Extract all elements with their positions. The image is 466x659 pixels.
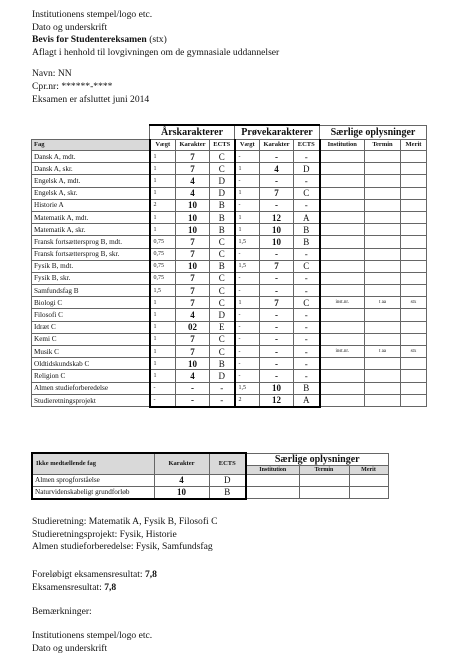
table-row	[32, 346, 427, 358]
institution-cell	[320, 187, 365, 199]
grade-cell: -	[176, 382, 210, 394]
term-cell	[365, 394, 401, 407]
grade-cell: 7	[176, 163, 210, 175]
institution-cell	[320, 321, 365, 333]
grade-cell: 10	[154, 486, 209, 499]
exam-weight-cell: -	[235, 309, 260, 321]
exam-ects-cell: C	[294, 260, 320, 272]
weight-cell: 1	[150, 151, 176, 163]
grade-cell: 7	[176, 272, 210, 284]
table-row	[32, 163, 427, 175]
exam-ects-cell: -	[294, 358, 320, 370]
term-cell	[365, 358, 401, 370]
merit-cell	[401, 199, 427, 211]
preliminary-result	[32, 569, 157, 582]
col-ects: ECTS	[294, 140, 320, 151]
table-row	[32, 297, 427, 309]
exam-weight-cell: -	[235, 285, 260, 297]
subject-cell: Musik C	[32, 346, 150, 358]
grade-cell: -	[176, 394, 210, 407]
exam-ects-cell: -	[294, 285, 320, 297]
table-row	[32, 211, 427, 223]
institution-cell	[320, 163, 365, 175]
exam-ects-cell: A	[294, 211, 320, 223]
term-cell	[365, 211, 401, 223]
term-cell	[365, 260, 401, 272]
exam-ects-cell: B	[294, 236, 320, 248]
exam-ects-cell: B	[294, 224, 320, 236]
institution-cell: inst.nr.	[320, 297, 365, 309]
ects-cell: B	[210, 358, 235, 370]
ects-cell: B	[210, 260, 235, 272]
exam-weight-cell: -	[235, 358, 260, 370]
subject-cell: Filosofi C	[32, 309, 150, 321]
group-saerlige-oplysninger: Særlige oplysninger	[246, 453, 388, 465]
exam-ects-cell: -	[294, 321, 320, 333]
exam-grade-cell: 7	[260, 297, 294, 309]
exam-ects-cell: -	[294, 151, 320, 163]
weight-cell: 1	[150, 370, 176, 382]
exam-ects-cell: -	[294, 199, 320, 211]
merit-cell: stx	[401, 297, 427, 309]
exam-weight-cell: 1,5	[235, 382, 260, 394]
institution-cell	[320, 224, 365, 236]
merit-cell	[401, 163, 427, 175]
subject-cell: Oldtidskundskab C	[32, 358, 150, 370]
institution-cell	[320, 260, 365, 272]
subject-cell: Samfundsfag B	[32, 285, 150, 297]
studieretningsprojekt: Studieretningsprojekt: Fysik, Historie	[32, 528, 177, 540]
exam-weight-cell: -	[235, 321, 260, 333]
merit-cell	[401, 224, 427, 236]
ects-cell: C	[210, 248, 235, 260]
merit-cell	[401, 248, 427, 260]
grade-cell: 10	[176, 199, 210, 211]
title-suffix: (stx)	[149, 34, 167, 46]
subject-cell: Idræt C	[32, 321, 150, 333]
grade-cell: 10	[176, 358, 210, 370]
institution-cell	[320, 248, 365, 260]
merit-cell	[349, 486, 388, 499]
ects-cell: B	[210, 224, 235, 236]
col-termin: Termin	[365, 140, 401, 151]
weight-cell: -	[150, 382, 176, 394]
institution-cell	[246, 474, 299, 486]
exam-ects-cell: D	[294, 163, 320, 175]
col-vaegt: Vægt	[235, 140, 260, 151]
term-cell	[365, 382, 401, 394]
institution-cell	[320, 394, 365, 407]
exam-weight-cell: -	[235, 333, 260, 345]
exam-grade-cell: -	[260, 248, 294, 260]
subject-cell: Almen sprogforståelse	[32, 474, 154, 486]
exam-grade-cell: 4	[260, 163, 294, 175]
ects-cell: C	[210, 272, 235, 284]
exam-ects-cell: -	[294, 272, 320, 284]
merit-cell	[401, 151, 427, 163]
exam-weight-cell: 1	[235, 297, 260, 309]
weight-cell: 1	[150, 163, 176, 175]
institution-cell	[320, 175, 365, 187]
table-row	[32, 175, 427, 187]
grade-cell: 7	[176, 248, 210, 260]
merit-cell	[401, 285, 427, 297]
term-cell: t aa	[365, 297, 401, 309]
merit-cell	[401, 272, 427, 284]
final-result-label: Eksamensresultat:	[32, 581, 102, 593]
exam-weight-cell: -	[235, 370, 260, 382]
ects-cell: D	[210, 175, 235, 187]
institution-cell	[320, 382, 365, 394]
exam-weight-cell: -	[235, 199, 260, 211]
table-row	[32, 248, 427, 260]
subject-cell: Almen studieforberedelse	[32, 382, 150, 394]
term-cell	[299, 474, 349, 486]
merit-cell	[401, 333, 427, 345]
institution-cell	[320, 358, 365, 370]
ects-cell: B	[210, 211, 235, 223]
merit-cell	[401, 236, 427, 248]
exam-grade-cell: 10	[260, 236, 294, 248]
preliminary-result-value: 7,8	[144, 569, 157, 580]
exam-grade-cell: 7	[260, 187, 294, 199]
grade-cell: 7	[176, 333, 210, 345]
table-row	[32, 309, 427, 321]
subject-cell: Matematik A, skr.	[32, 224, 150, 236]
ects-cell: B	[210, 199, 235, 211]
ects-cell: C	[210, 163, 235, 175]
grade-cell: 10	[176, 260, 210, 272]
weight-cell: 0,75	[150, 272, 176, 284]
exam-weight-cell: -	[235, 248, 260, 260]
preliminary-result-label: Foreløbigt eksamensresultat:	[32, 569, 143, 580]
institution-cell	[320, 309, 365, 321]
exam-grade-cell: -	[260, 272, 294, 284]
term-cell	[365, 285, 401, 297]
term-cell	[365, 163, 401, 175]
merit-cell	[401, 260, 427, 272]
ects-cell: E	[210, 321, 235, 333]
merit-cell	[401, 187, 427, 199]
ects-cell: B	[209, 486, 246, 499]
exam-grade-cell: -	[260, 358, 294, 370]
col-merit: Merit	[401, 140, 427, 151]
term-cell	[365, 151, 401, 163]
exam-ects-cell: -	[294, 248, 320, 260]
term-cell	[365, 370, 401, 382]
ects-cell: -	[210, 394, 235, 407]
final-result-value: 7,8	[104, 581, 117, 593]
exam-weight-cell: -	[235, 151, 260, 163]
grade-cell: 7	[176, 346, 210, 358]
exam-weight-cell: 1	[235, 187, 260, 199]
table-row	[32, 321, 427, 333]
institution-cell	[320, 370, 365, 382]
grade-cell: 10	[176, 211, 210, 223]
table-row	[32, 272, 427, 284]
grade-cell: 02	[176, 321, 210, 333]
merit-cell	[401, 358, 427, 370]
results	[32, 569, 157, 594]
exam-grade-cell: 10	[260, 224, 294, 236]
signature-line: Dato og underskrift	[32, 642, 108, 654]
table-row	[32, 358, 427, 370]
exam-weight-cell: 1	[235, 224, 260, 236]
col-karakter: Karakter	[176, 140, 210, 151]
col-termin: Termin	[299, 465, 349, 474]
weight-cell: 1	[150, 346, 176, 358]
weight-cell: 1	[150, 321, 176, 333]
term-cell	[365, 187, 401, 199]
subject-cell: Engelsk A, skr.	[32, 187, 150, 199]
exam-weight-cell: -	[235, 346, 260, 358]
grade-cell: 7	[176, 285, 210, 297]
grades-table	[31, 124, 427, 408]
institution-cell	[320, 333, 365, 345]
weight-cell: 1	[150, 297, 176, 309]
merit-cell	[401, 370, 427, 382]
exam-grade-cell: -	[260, 346, 294, 358]
weight-cell: 1,5	[150, 285, 176, 297]
weight-cell: 1	[150, 224, 176, 236]
grade-cell: 7	[176, 151, 210, 163]
weight-cell: 0,75	[150, 260, 176, 272]
exam-weight-cell: -	[235, 175, 260, 187]
grade-cell: 4	[176, 175, 210, 187]
grade-cell: 4	[176, 187, 210, 199]
exam-grade-cell: -	[260, 199, 294, 211]
ects-cell: C	[210, 346, 235, 358]
institution-cell	[320, 272, 365, 284]
weight-cell: 0,75	[150, 236, 176, 248]
col-merit: Merit	[349, 465, 388, 474]
exam-weight-cell: 1,5	[235, 236, 260, 248]
exam-ects-cell: -	[294, 346, 320, 358]
subject-cell: Religion C	[32, 370, 150, 382]
merit-cell: stx	[401, 346, 427, 358]
merit-cell	[401, 175, 427, 187]
table-row	[32, 187, 427, 199]
term-cell	[365, 199, 401, 211]
stamp-line: Institutionens stempel/logo etc.	[32, 630, 153, 641]
ects-cell: D	[210, 187, 235, 199]
exam-weight-cell: 1	[235, 211, 260, 223]
grades-table-body	[32, 151, 427, 407]
table-row	[32, 394, 427, 407]
footer-signature	[32, 630, 152, 655]
student-cpr: Cpr.nr: ******-****	[32, 80, 113, 92]
term-cell	[365, 236, 401, 248]
exam-weight-cell: -	[235, 272, 260, 284]
grade-cell: 4	[154, 474, 209, 486]
exam-weight-cell: 1	[235, 163, 260, 175]
term-cell	[365, 309, 401, 321]
col-institution: Institution	[246, 465, 299, 474]
exam-grade-cell: -	[260, 333, 294, 345]
ects-cell: D	[209, 474, 246, 486]
exam-grade-cell: 10	[260, 382, 294, 394]
col-ects: ECTS	[210, 140, 235, 151]
final-result	[32, 582, 157, 595]
student-name: Navn: NN	[32, 68, 72, 80]
subject-cell: Biologi C	[32, 297, 150, 309]
merit-cell	[401, 382, 427, 394]
exam-grade-cell: 12	[260, 211, 294, 223]
exam-grade-cell: -	[260, 175, 294, 187]
weight-cell: 1	[150, 187, 176, 199]
grade-cell: 7	[176, 297, 210, 309]
exam-grade-cell: 12	[260, 394, 294, 407]
weight-cell: 1	[150, 211, 176, 223]
merit-cell	[401, 211, 427, 223]
exam-weight-cell: 2	[235, 394, 260, 407]
exam-grade-cell: -	[260, 151, 294, 163]
merit-cell	[349, 474, 388, 486]
weight-cell: -	[150, 394, 176, 407]
exam-ects-cell: C	[294, 297, 320, 309]
subject-cell: Kemi C	[32, 333, 150, 345]
table-row	[32, 151, 427, 163]
col-ikke-medtaellende: Ikke medtællende fag	[32, 453, 154, 474]
table-row	[32, 236, 427, 248]
weight-cell: 1	[150, 309, 176, 321]
document-header	[32, 9, 452, 106]
exam-completed: Eksamen er afsluttet juni 2014	[32, 93, 150, 105]
term-cell	[365, 321, 401, 333]
title-text: Bevis for Studentereksamen	[32, 34, 147, 46]
table-row	[32, 285, 427, 297]
studieretning: Studieretning: Matematik A, Fysik B, Filosofi C	[32, 516, 218, 527]
col-fag: Fag	[32, 140, 150, 151]
institution-cell	[320, 151, 365, 163]
term-cell	[365, 175, 401, 187]
col-karakter: Karakter	[154, 453, 209, 474]
institution-cell	[320, 285, 365, 297]
group-proevekarakterer: Prøvekarakterer	[235, 125, 320, 140]
subject-cell: Fysik B, mdt.	[32, 260, 150, 272]
term-cell: t aa	[365, 346, 401, 358]
subject-cell: Fransk fortsættersprog B, skr.	[32, 248, 150, 260]
subject-cell: Dansk A, skr.	[32, 163, 150, 175]
exam-weight-cell: 1,5	[235, 260, 260, 272]
exam-ects-cell: -	[294, 175, 320, 187]
subject-cell: Fysik B, skr.	[32, 272, 150, 284]
exam-ects-cell: C	[294, 187, 320, 199]
group-aarskarakterer: Årskarakterer	[150, 125, 235, 140]
exam-ects-cell: -	[294, 333, 320, 345]
table-row	[32, 474, 388, 486]
ects-cell: C	[210, 333, 235, 345]
institution-cell	[320, 236, 365, 248]
institution-cell: inst.nr.	[320, 346, 365, 358]
table-row	[32, 260, 427, 272]
ects-cell: C	[210, 151, 235, 163]
col-karakter: Karakter	[260, 140, 294, 151]
weight-cell: 2	[150, 199, 176, 211]
subject-cell: Engelsk A, mdt.	[32, 175, 150, 187]
term-cell	[365, 333, 401, 345]
term-cell	[365, 224, 401, 236]
table-row	[32, 382, 427, 394]
subject-cell: Historie A	[32, 199, 150, 211]
subject-cell: Naturvidenskabeligt grundforløb	[32, 486, 154, 499]
exam-ects-cell: A	[294, 394, 320, 407]
institution-cell	[320, 211, 365, 223]
institution-cell	[246, 486, 299, 499]
term-cell	[299, 486, 349, 499]
weight-cell: 1	[150, 358, 176, 370]
ects-cell: D	[210, 309, 235, 321]
exam-grade-cell: -	[260, 309, 294, 321]
stamp-line: Institutionens stempel/logo etc.	[32, 9, 153, 20]
ects-cell: C	[210, 297, 235, 309]
exam-ects-cell: -	[294, 370, 320, 382]
group-saerlige-oplysninger: Særlige oplysninger	[320, 125, 427, 140]
table-row	[32, 224, 427, 236]
table-row	[32, 486, 388, 499]
exam-grade-cell: 7	[260, 260, 294, 272]
weight-cell: 1	[150, 175, 176, 187]
grade-cell: 4	[176, 309, 210, 321]
exam-ects-cell: B	[294, 382, 320, 394]
ects-cell: C	[210, 285, 235, 297]
almen-studieforberedelse: Almen studieforberedelse: Fysik, Samfundsfag	[32, 541, 213, 553]
exam-grade-cell: -	[260, 285, 294, 297]
term-cell	[365, 248, 401, 260]
merit-cell	[401, 309, 427, 321]
study-info	[32, 516, 218, 554]
remarks: Bemærkninger:	[32, 606, 92, 617]
exam-grade-cell: -	[260, 370, 294, 382]
ects-cell: D	[210, 370, 235, 382]
document-title	[32, 34, 452, 47]
subject-cell: Dansk A, mdt.	[32, 151, 150, 163]
subject-cell: Fransk fortsættersprog B, mdt.	[32, 236, 150, 248]
col-ects: ECTS	[209, 453, 246, 474]
grade-cell: 10	[176, 224, 210, 236]
col-institution: Institution	[320, 140, 365, 151]
table-row	[32, 333, 427, 345]
exam-ects-cell: -	[294, 309, 320, 321]
document-subtitle: Aflagt i henhold til lovgivningen om de gymnasiale uddannelser	[32, 46, 280, 58]
table-row	[32, 370, 427, 382]
col-vaegt: Vægt	[150, 140, 176, 151]
exam-grade-cell: -	[260, 321, 294, 333]
extra-subjects-table	[31, 452, 389, 500]
grade-cell: 4	[176, 370, 210, 382]
term-cell	[365, 272, 401, 284]
ects-cell: C	[210, 236, 235, 248]
subject-cell: Studieretningsprojekt	[32, 394, 150, 407]
extra-subjects-body	[32, 474, 388, 499]
ects-cell: -	[210, 382, 235, 394]
signature-line: Dato og underskrift	[32, 21, 108, 33]
grade-cell: 7	[176, 236, 210, 248]
merit-cell	[401, 394, 427, 407]
table-row	[32, 199, 427, 211]
merit-cell	[401, 321, 427, 333]
institution-cell	[320, 199, 365, 211]
weight-cell: 1	[150, 333, 176, 345]
subject-cell: Matematik A, mdt.	[32, 211, 150, 223]
weight-cell: 0,75	[150, 248, 176, 260]
